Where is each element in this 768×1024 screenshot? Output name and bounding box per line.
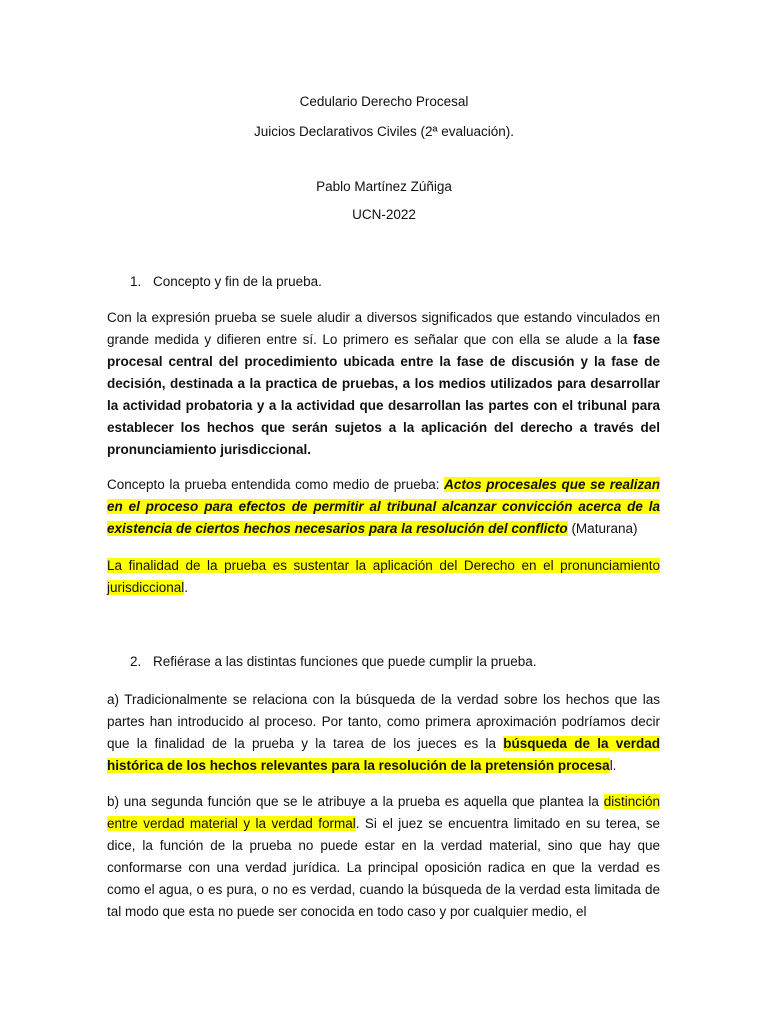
- paragraph-continuation: . Si el juez se encuentra limitado en su terea, se dice, la función de la prueba no puede estar en la verdad material, sino que hay que conformarse con una verdad jurídica. La principal oposición radica en que la verdad es como el agua, o es pura, o no es verdad, cuando la búsqueda de la verdad esta limitada de tal modo que esta no puede ser conocida en todo caso y por cualquier medio, el: [107, 816, 660, 919]
- bold-definition-text: fase procesal central del procedimiento ubicada entre la fase de discusión y la fase de decisión, destinada a la practica de pruebas, a los medios utilizados para desarrollar la actividad probatoria y a la actividad que desarrollan las partes con el tribunal para establecer los hechos que serán sujetos a la aplicación del derecho a través del pronunciamiento jurisdiccional.: [107, 332, 660, 457]
- section-2-number: 2.: [130, 654, 142, 669]
- highlighted-finalidad-text: La finalidad de la prueba es sustentar la aplicación del Derecho en el pronunciamiento jurisdiccional: [107, 558, 660, 595]
- paragraph-end: .: [184, 580, 189, 595]
- institution-label: UCN-2022: [352, 207, 416, 222]
- author-name: Pablo Martínez Zúñiga: [316, 179, 452, 194]
- paragraph-prueba-definition: [107, 307, 660, 461]
- paragraph-funcion-a: [107, 689, 660, 777]
- section-2-heading-text: Refiérase a las distintas funciones que puede cumplir la prueba.: [153, 654, 537, 669]
- section-2-heading: [130, 653, 536, 671]
- paragraph-text: a) Tradicionalmente se relaciona con la búsqueda de la verdad sobre los hechos que las partes han introducido al proceso. Por tanto, como primera aproximación podríamos decir que la finalidad de la prueba y la tarea de los jueces es la: [107, 692, 660, 751]
- document-subtitle: Juicios Declarativos Civiles (2ª evaluación).: [253, 124, 515, 139]
- paragraph-finalidad: [107, 555, 660, 599]
- paragraph-text: Concepto la prueba entendida como medio de prueba:: [107, 477, 445, 492]
- paragraph-end: l.: [609, 758, 617, 773]
- paragraph-text: Con la expresión prueba se suele aludir a diversos significados que estando vinculados en grande medida y difieren entre sí. Lo primero es señalar que con ella se alude a la: [107, 310, 660, 347]
- paragraph-text: b) una segunda función que se le atribuye a la prueba es aquella que plantea la: [107, 794, 604, 809]
- highlighted-verdad-material-formal: distinción entre verdad material y la verdad formal: [107, 794, 660, 831]
- paragraph-funcion-b: [107, 791, 660, 923]
- citation-text: (Maturana): [567, 521, 638, 536]
- section-1-heading: [130, 273, 322, 291]
- section-1-heading-text: Concepto y fin de la prueba.: [153, 274, 322, 289]
- document-title: Cedulario Derecho Procesal: [299, 94, 469, 109]
- highlighted-verdad-historica: búsqueda de la verdad histórica de los hechos relevantes para la resolución de la pretensión procesa: [107, 736, 660, 773]
- highlighted-concept-text: Actos procesales que se realizan en el proceso para efectos de permitir al tribunal alcanzar convicción acerca de la existencia de ciertos hechos necesarios para la resolución del conflicto: [107, 477, 660, 536]
- section-1-number: 1.: [130, 274, 142, 289]
- paragraph-concepto: [107, 474, 660, 540]
